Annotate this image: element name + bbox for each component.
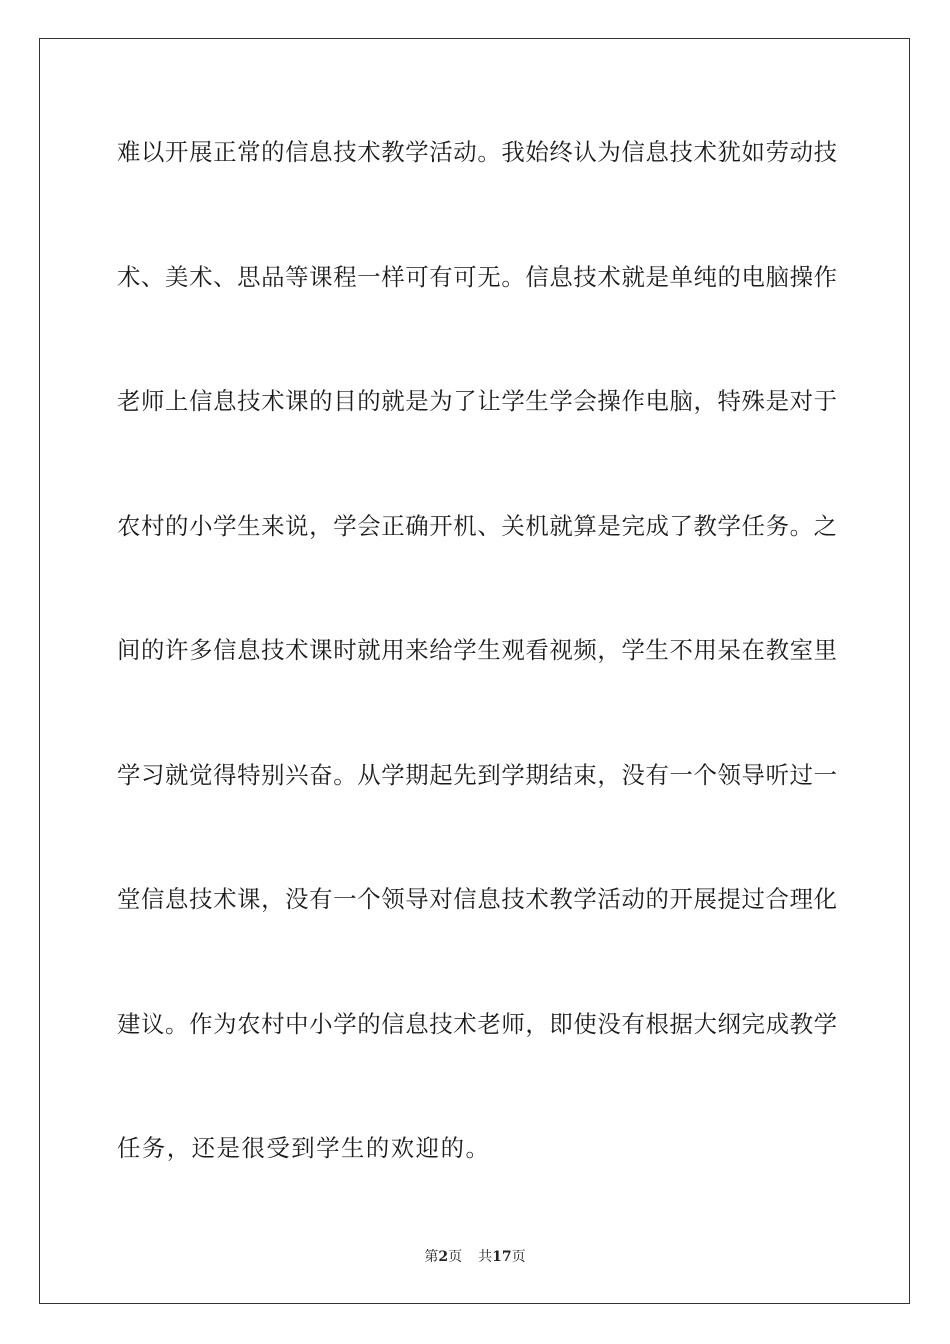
text-line: 学习就觉得特别兴奋。从学期起先到学期结束，没有一个领导听过一 <box>117 761 837 789</box>
total-prefix: 共 <box>478 1249 493 1265</box>
page-number: 2 <box>438 1249 449 1265</box>
text-line: 难以开展正常的信息技术教学活动。我始终认为信息技术犹如劳动技 <box>117 138 837 166</box>
page-prefix: 第 <box>424 1249 439 1265</box>
text-line: 间的许多信息技术课时就用来给学生观看视频，学生不用呆在教室里 <box>117 636 837 664</box>
page-border <box>39 38 910 1304</box>
total-suffix: 页 <box>511 1249 526 1265</box>
page-suffix: 页 <box>448 1249 463 1265</box>
text-line-last: 任务，还是很受到学生的欢迎的。 <box>117 1134 491 1162</box>
text-line: 老师上信息技术课的目的就是为了让学生学会操作电脑，特殊是对于 <box>117 387 837 415</box>
text-line: 堂信息技术课，没有一个领导对信息技术教学活动的开展提过合理化 <box>117 885 837 913</box>
total-pages: 17 <box>492 1249 512 1265</box>
text-line: 术、美术、思品等课程一样可有可无。信息技术就是单纯的电脑操作 <box>117 263 837 291</box>
text-line: 农村的小学生来说，学会正确开机、关机就算是完成了教学任务。之 <box>117 512 837 540</box>
text-line: 建议。作为农村中小学的信息技术老师，即使没有根据大纲完成教学 <box>117 1010 837 1038</box>
page-footer <box>0 1247 950 1267</box>
